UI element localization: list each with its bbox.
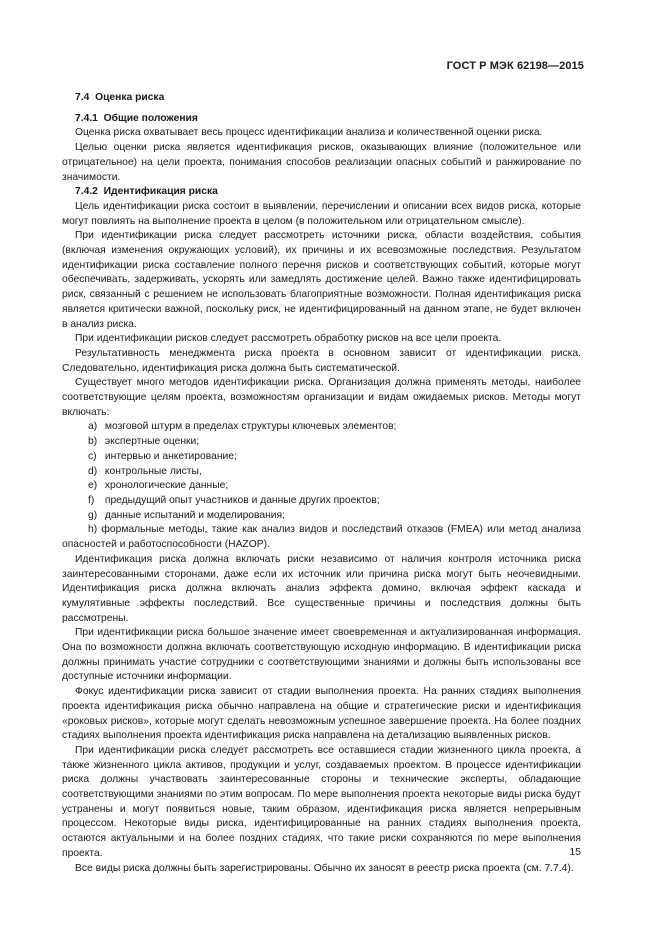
paragraph: Фокус идентификации риска зависит от стадии выполнения проекта. На ранних стадиях выполнения проекта идентификация риска обычно направлена на общие и стратегические риски и идентификация «роковых рисков», которые могут сделать невозможным успешное завершение проекта. На более поздних стадиях выполнения проекта идентификация риска направлена на детализацию выявленных рисков. [62, 686, 581, 742]
subsection-number: 7.4.2 [75, 186, 98, 198]
subsection-number: 7.4.1 [75, 112, 98, 124]
paragraph: Цель идентификации риска состоит в выявлении, перечислении и описании всех видов риска, которые могут повлиять на выполнение проекта в целом (в положительном или отрицательном смысле). [62, 200, 581, 227]
list-label: a) [88, 421, 98, 433]
section-heading [62, 91, 581, 106]
list-label: e) [88, 480, 98, 492]
list-label: h) [88, 524, 98, 536]
subsection-title: Идентификация риска [103, 186, 218, 198]
paragraph: При идентификации риска большое значение имеет своевременная и актуализированная информация. Она по возможности должна включать соответствующую исходную информацию. В идентификации риска должны принимать участие сотрудники с соответствующими знаниями и должны быть использованы все доступные источники информации. [62, 627, 581, 683]
page-number: 15 [569, 846, 581, 858]
list-label: f) [88, 494, 95, 506]
paragraph: Оценка риска охватывает весь процесс идентификации анализа и количественной оценки риска. [75, 127, 543, 139]
list-item [62, 479, 581, 494]
paragraph: Существует много методов идентификации риска. Организация должна применять методы, наиболее соответствующие целям проекта, возможностям организации и видам ожидаемых рисков. Методы могут включать: [62, 377, 581, 418]
list-item [62, 509, 581, 524]
page-content [62, 91, 581, 876]
paragraph: Идентификация риска должна включать риски независимо от наличия контроля источника риска заинтересованными сторонами, даже если их источник или причина риска могут быть неочевидными. Идентификация риска должна включать анализ эффекта домино, включая эффект каскада и кумулятивные эффекты последствий. Все существенные причины и последствия должны быть рассмотрены. [62, 553, 581, 624]
subsection-title: Общие положения [103, 112, 198, 124]
list-label: c) [88, 450, 97, 462]
list-label: b) [88, 436, 98, 448]
list-text: интервью и анкетирование; [104, 450, 237, 462]
list-item [62, 435, 581, 450]
list-label: g) [88, 509, 98, 521]
list-item [62, 494, 581, 509]
paragraph: Результативность менеджмента риска проекта в основном зависит от идентификации риска. Следовательно, идентификация риска должна быть систематической. [62, 347, 581, 374]
paragraph: При идентификации риска следует рассмотреть все оставшиеся стадии жизненного цикла проекта, а также жизненного цикла активов, продукции и услуг, создаваемых проектом. В процессе идентификации риска должны участвовать заинтересованные стороны и технические эксперты, обладающие соответствующими знаниями по этим вопросам. По мере выполнения проекта некоторые виды риска будут устранены и могут появиться новые, таким образом, идентификация риска является непрерывным процессом. Некоторые виды риска, идентифицированные на ранних стадиях выполнения проекта, остаются актуальными и на более поздних стадиях, что такие риски сохраняются по мере выполнения проекта. [62, 744, 581, 859]
list-text: данные испытаний и моделирования; [104, 509, 285, 521]
subsection-heading-identification [62, 185, 581, 200]
paragraph: При идентификации рисков следует рассмотреть обработку рисков на все цели проекта. [75, 333, 502, 345]
section-title: Оценка риска [95, 92, 165, 103]
list-label: d) [88, 465, 98, 477]
list-text: мозговой штурм в пределах структуры ключевых элементов; [104, 421, 397, 433]
list-item [62, 523, 581, 552]
paragraph: При идентификации риска следует рассмотреть источники риска, области воздействия, события (включая изменения окружающих условий), их причины и их всевозможные последствия. Результатом идентификации риска составление полного перечня рисков и соответствующих событий, которые могут обеспечивать, задерживать, ускорять или замедлять достижение целей. Важно также идентифицировать риск, связанный с решением не использовать благоприятные возможности. Полная идентификация риска является критически важной, поскольку риск, не идентифицированный на данном этапе, не будет включен в анализ риска. [62, 230, 581, 330]
paragraph: Целью оценки риска является идентификация рисков, оказывающих влияние (положительное или отрицательное) на цели проекта, понимания способов реализации опасных событий и ранжирование по значимости. [62, 142, 581, 183]
list-text: контрольные листы, [104, 465, 202, 477]
subsection-heading-general [62, 112, 581, 127]
paragraph: Все виды риска должны быть зарегистрированы. Обычно их заносят в реестр риска проекта (см. 7.7.4). [75, 862, 574, 874]
standard-header: ГОСТ Р МЭК 62198—2015 [446, 60, 584, 72]
list-text: формальные методы, такие как анализ видов и последствий отказов (FMEA) или метод анализа опасностей и работоспособности (HAZOP). [62, 524, 581, 551]
list-text: экспертные оценки; [104, 436, 200, 448]
section-number: 7.4 [75, 92, 90, 103]
list-item [62, 420, 581, 435]
list-text: хронологические данные; [104, 480, 229, 492]
list-item [62, 450, 581, 465]
list-item [62, 465, 581, 480]
list-text: предыдущий опыт участников и данные других проектов; [104, 494, 380, 506]
